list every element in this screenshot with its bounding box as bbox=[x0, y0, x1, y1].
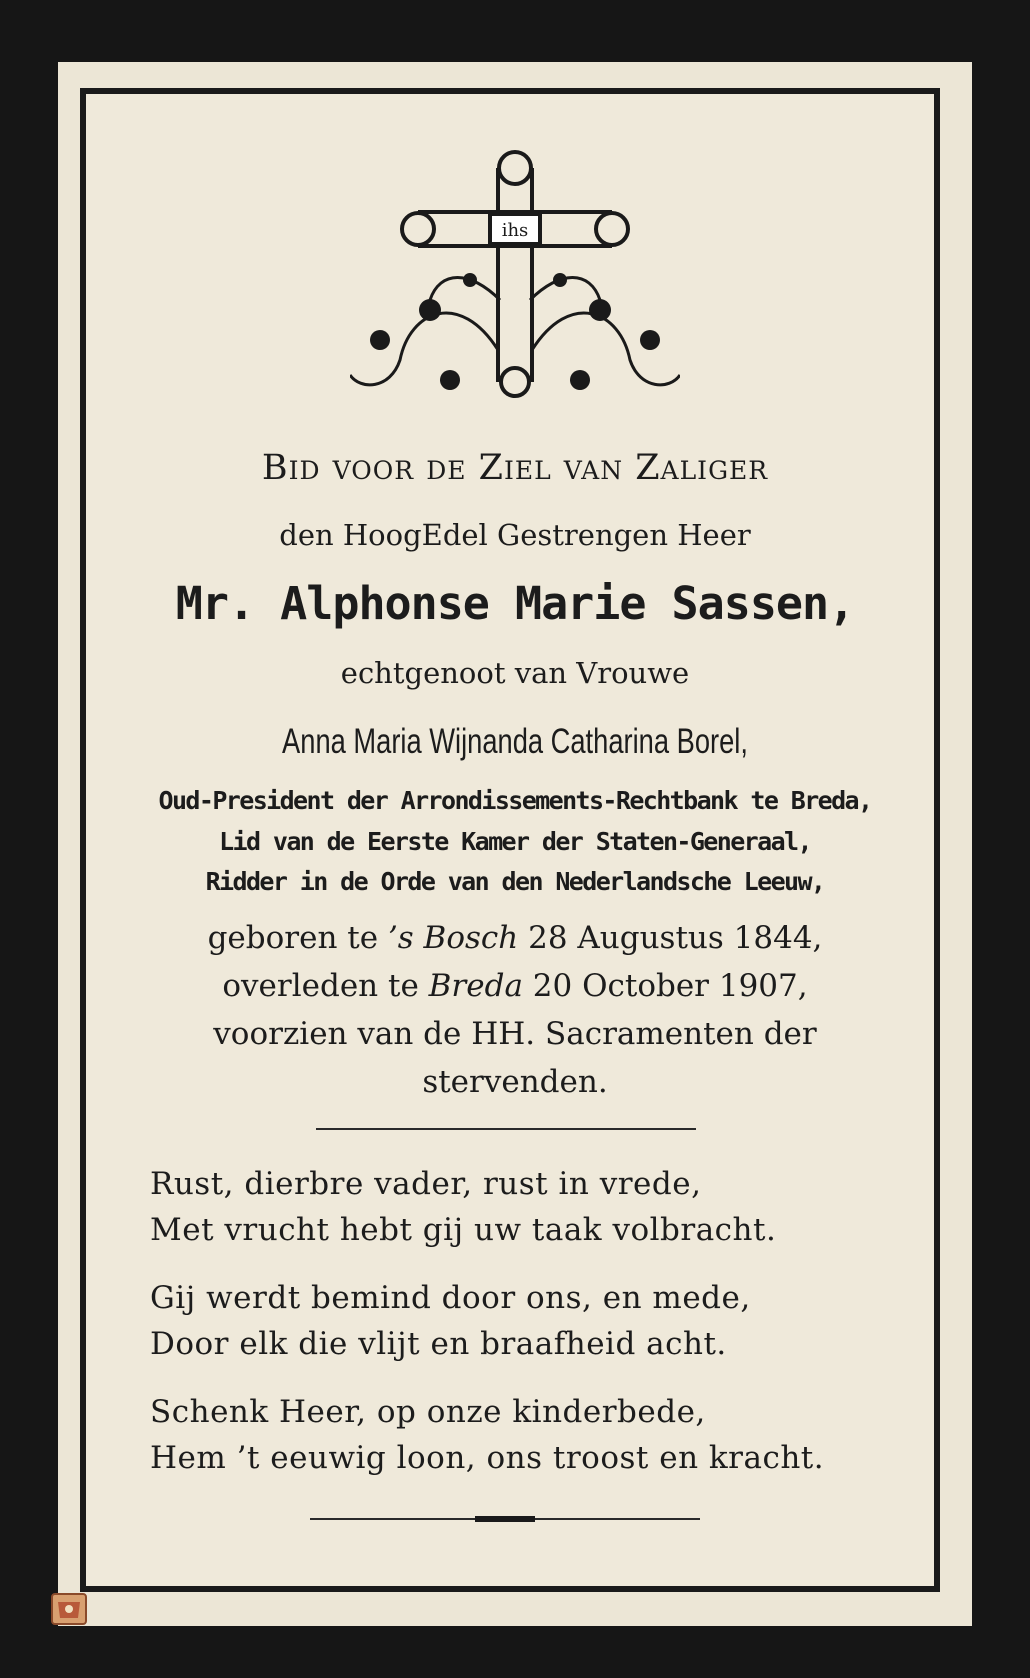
title-line: Lid van de Eerste Kamer der Staten-Generaal, bbox=[219, 827, 811, 856]
death-line bbox=[0, 968, 1030, 1004]
title-line: Ridder in de Orde van den Nederlandsche Leeuw, bbox=[205, 867, 825, 896]
divider bbox=[316, 1128, 696, 1130]
birth-date: 28 Augustus 1844, bbox=[528, 920, 823, 956]
end-divider-ornament bbox=[475, 1516, 535, 1522]
birth-line bbox=[0, 920, 1030, 956]
birth-prefix: geboren te bbox=[207, 920, 379, 956]
prayer-heading: Bid voor de Ziel van Zaliger bbox=[261, 448, 769, 488]
cross-monogram: ihs bbox=[501, 220, 529, 241]
deceased-name: Mr. Alphonse Marie Sassen, bbox=[175, 577, 855, 630]
verse-line: Hem ’t eeuwig loon, ons troost en kracht. bbox=[150, 1440, 825, 1476]
verse-line: Gij werdt bemind door ons, en mede, bbox=[150, 1280, 751, 1316]
sacraments-line: stervenden. bbox=[422, 1064, 608, 1100]
death-prefix: overleden te bbox=[222, 968, 419, 1004]
death-place: Breda bbox=[428, 968, 523, 1004]
verse-line: Schenk Heer, op onze kinderbede, bbox=[150, 1394, 706, 1430]
title-line: Oud-President der Arrondissements-Rechtbank te Breda, bbox=[158, 786, 872, 815]
spouse-intro: echtgenoot van Vrouwe bbox=[340, 656, 690, 690]
spouse-name: Anna Maria Wijnanda Catharina Borel, bbox=[282, 722, 748, 761]
honorific-line: den HoogEdel Gestrengen Heer bbox=[279, 518, 751, 552]
death-date: 20 October 1907, bbox=[532, 968, 808, 1004]
verse-line: Met vrucht hebt gij uw taak volbracht. bbox=[150, 1212, 777, 1248]
cross-ornament-icon bbox=[350, 150, 680, 420]
verse-line: Rust, dierbre vader, rust in vrede, bbox=[150, 1166, 702, 1202]
verse-line: Door elk die vlijt en braafheid acht. bbox=[150, 1326, 727, 1362]
sacraments-line: voorzien van de HH. Sacramenten der bbox=[213, 1016, 817, 1052]
archive-crest-icon bbox=[50, 1590, 88, 1628]
birth-place: ’s Bosch bbox=[387, 920, 519, 956]
